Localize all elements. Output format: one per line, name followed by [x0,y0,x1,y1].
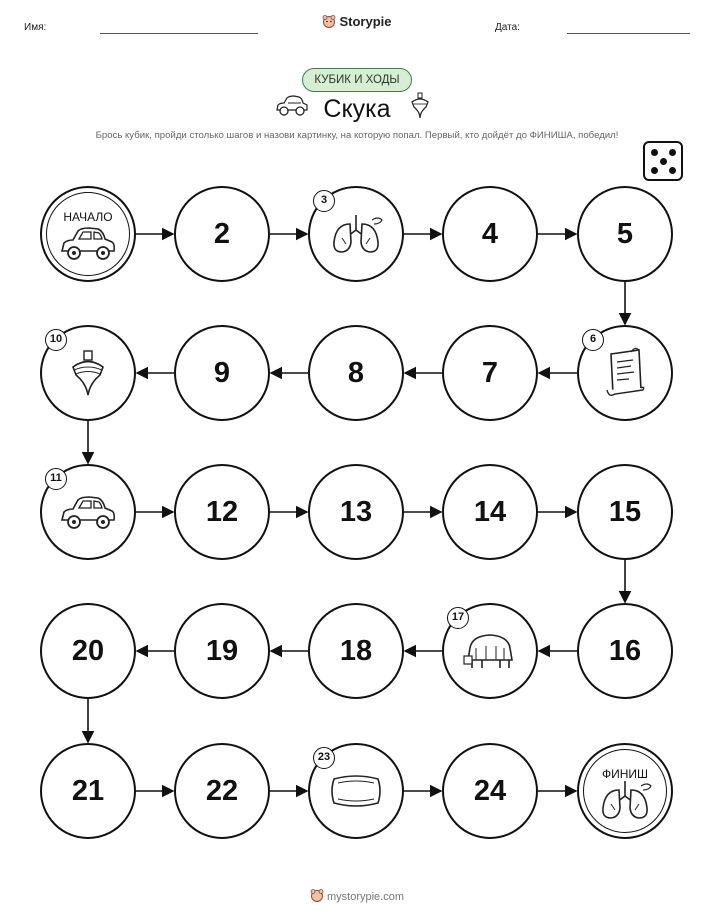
cell-number: 19 [205,634,239,667]
spinning-top-icon [68,349,108,402]
board-cell-5[interactable] [577,186,673,282]
board-cell-21[interactable] [40,743,136,839]
cell-number-badge: 11 [45,468,67,490]
cell-number-badge: 3 [313,190,335,212]
cell-number: 18 [339,634,373,667]
cell-number-badge: 23 [313,747,335,769]
board-cell-14[interactable] [442,464,538,560]
cell-number: 7 [481,356,499,389]
board-cell-25[interactable] [577,743,673,839]
footer-site: mystorypie.com [326,891,405,903]
cell-number: 2 [213,217,231,250]
lungs-icon [597,778,653,827]
cell-number-badge: 10 [45,329,67,351]
board-cell-15[interactable] [577,464,673,560]
cell-number: 22 [205,774,239,807]
board-cell-16[interactable] [577,603,673,699]
board-cell-19[interactable] [174,603,270,699]
footer-logo-icon [310,888,324,902]
cell-number: 13 [339,495,373,528]
board-cell-7[interactable] [442,325,538,421]
car-icon [58,492,118,537]
footer [0,888,714,903]
cell-number-badge: 6 [582,329,604,351]
board-cell-24[interactable] [442,743,538,839]
cell-number: 21 [71,774,105,807]
date-label: Дата: [495,22,520,33]
board-cell-13[interactable] [308,464,404,560]
cell-number: 8 [347,356,365,389]
cell-number: 4 [481,217,499,250]
cell-number: 5 [616,217,634,250]
cell-label: ФИНИШ [601,767,649,781]
page-title: Скука [323,95,391,123]
board-cell-1[interactable] [40,186,136,282]
board-cell-18[interactable] [308,603,404,699]
cell-number: 16 [608,634,642,667]
board-cell-8[interactable] [308,325,404,421]
cell-number: 14 [473,495,507,528]
board-cell-12[interactable] [174,464,270,560]
board-cell-2[interactable] [174,186,270,282]
board-cell-20[interactable] [40,603,136,699]
cell-number: 9 [213,356,231,389]
board-cell-22[interactable] [174,743,270,839]
category-pill: КУБИК И ХОДЫ [302,68,412,92]
cell-number: 24 [473,774,507,807]
cell-number: 12 [205,495,239,528]
scroll-icon [601,346,649,405]
cell-number-badge: 17 [447,607,469,629]
instructions: Брось кубик, пройди столько шагов и назови картинку, на которую попал. Первый, кто дойдёт до ФИНИША, победил! [95,130,619,141]
car-icon [58,223,118,268]
name-label: Имя: [24,22,47,33]
board-cell-9[interactable] [174,325,270,421]
cell-label: НАЧАЛО [63,210,113,224]
covered-furniture-icon [462,630,518,677]
brand-name: Storypie [339,14,392,29]
cell-number: 15 [608,495,642,528]
pillow-icon [328,771,384,816]
board-cell-4[interactable] [442,186,538,282]
cell-number: 20 [71,634,105,667]
lungs-icon [328,212,384,261]
